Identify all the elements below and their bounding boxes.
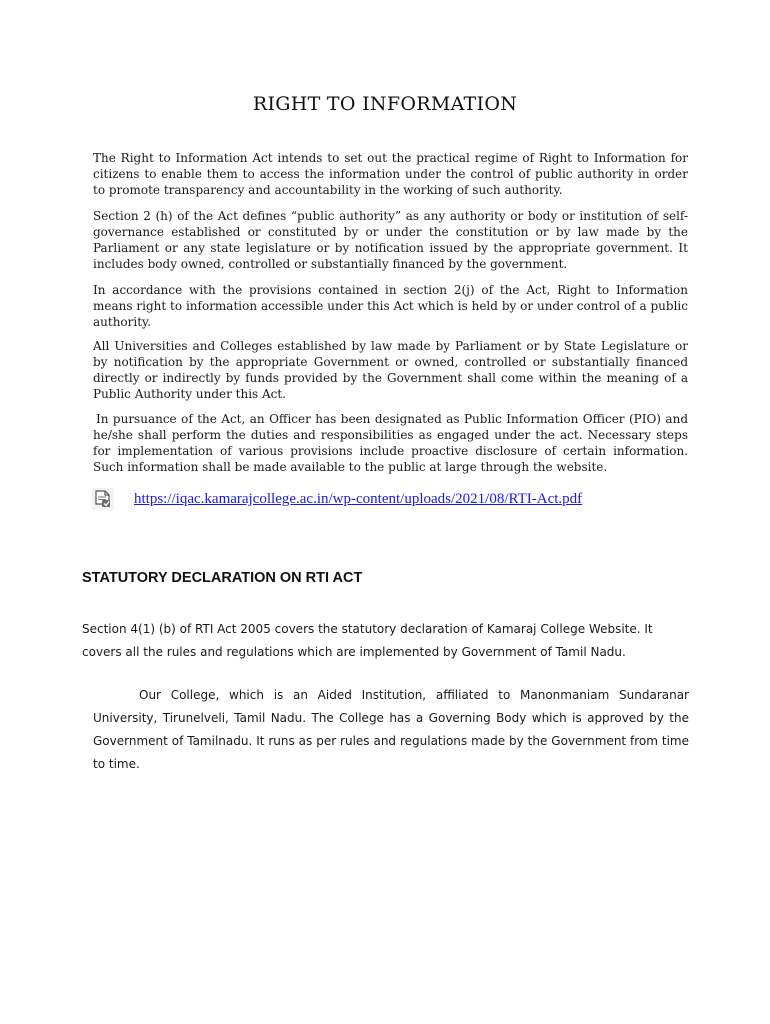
page-title: RIGHT TO INFORMATION	[252, 93, 518, 115]
paragraph-public-authority: Section 2 (h) of the Act defines “public authority” as any authority or body or institution of self-governance established or constituted by or under the constitution or by law made by the Parliament or any state legislature or by notification issued by the appropriate government. It includes body owned, controlled or substantially financed by the government.	[93, 209, 688, 271]
paragraph-section-4: Section 4(1) (b) of RTI Act 2005 covers the statutory declaration of Kamaraj College Website. It covers all the rules and regulations which are implemented by Government of Tamil Nadu.	[82, 622, 653, 659]
paragraph-college-info: Our College, which is an Aided Institution, affiliated to Manonmaniam Sundaranar University, Tirunelveli, Tamil Nadu. The College has a Governing Body which is approved by the Government of Tamilnadu. It runs as per rules and regulations made by the Government from time to time.	[93, 688, 689, 771]
paragraph-pio: In pursuance of the Act, an Officer has been designated as Public Information Officer (PIO) and he/she shall perform the duties and responsibilities as engaged under the act. Necessary steps for implementation of various provisions include proactive disclosure of certain information. Such information shall be made available to the public at large through the website.	[93, 412, 688, 474]
paragraph-intro: The Right to Information Act intends to set out the practical regime of Right to Information for citizens to enable them to access the information under the control of public authority in order to promote transparency and accountability in the working of such authority.	[93, 151, 688, 197]
paragraph-universities: All Universities and Colleges established by law made by Parliament or by State Legislature or by notification by the appropriate Government or owned, controlled or substantially financed directly or indirectly by funds provided by the Government shall come within the meaning of a Public Authority under this Act.	[93, 339, 688, 401]
document-icon[interactable]	[92, 488, 114, 510]
section-heading-statutory-declaration: STATUTORY DECLARATION ON RTI ACT	[82, 570, 363, 586]
rti-act-link-row	[92, 488, 712, 512]
paragraph-right-to-information: In accordance with the provisions contained in section 2(j) of the Act, Right to Information means right to information accessible under this Act which is held by or under control of a public authority.	[93, 283, 688, 329]
rti-act-pdf-link[interactable]: https://iqac.kamarajcollege.ac.in/wp-content/uploads/2021/08/RTI-Act.pdf	[134, 491, 583, 507]
